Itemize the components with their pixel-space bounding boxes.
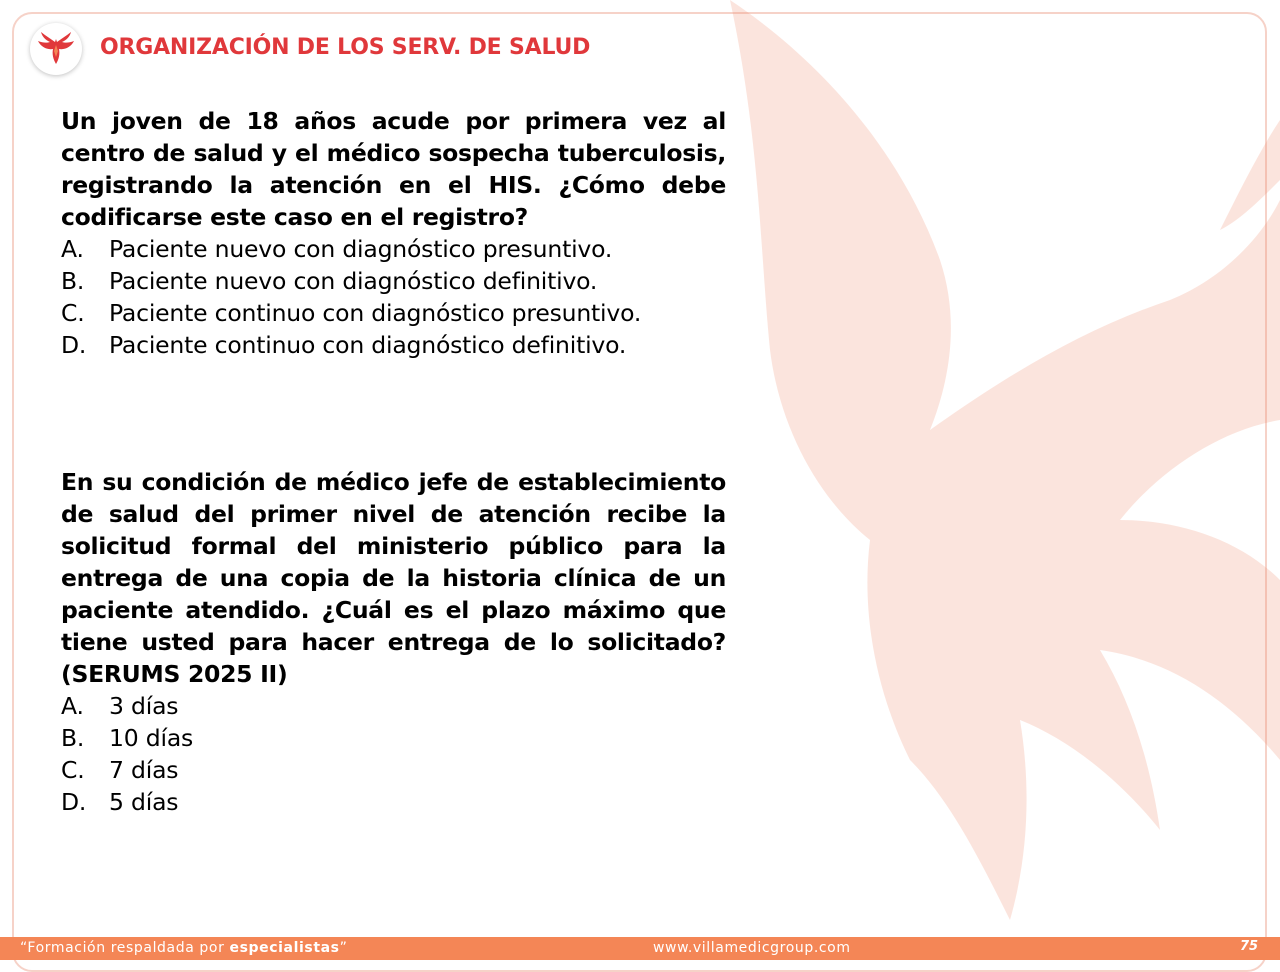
option-text: 5 días [109,788,179,816]
page-number: 75 [1240,939,1259,954]
option-text: Paciente nuevo con diagnóstico presuntivo. [109,235,613,263]
slogan-prefix: “Formación respaldada por [20,940,230,956]
option-text: 3 días [109,692,179,720]
option-letter: D. [61,788,87,816]
option-letter: A. [61,235,84,263]
option-text: 10 días [109,724,194,752]
slogan-emphasis: especialistas [229,940,340,956]
option-b [61,722,726,754]
option-c [61,754,726,786]
option-d [61,786,726,818]
option-b [61,265,726,297]
section-title: ORGANIZACIÓN DE LOS SERV. DE SALUD [100,35,591,60]
question-1 [61,105,726,361]
option-text: Paciente nuevo con diagnóstico definitivo. [109,267,598,295]
option-a [61,233,726,265]
option-letter: C. [61,756,85,784]
phoenix-watermark-icon [700,0,1280,935]
answer-options [61,233,726,361]
option-d [61,329,726,361]
question-stem: Un joven de 18 años acude por primera vez al centro de salud y el médico sospecha tuberculosis, registrando la atención en el HIS. ¿Cómo debe codificarse este caso en el registro? [61,107,726,231]
option-letter: A. [61,692,84,720]
question-2 [61,466,726,818]
phoenix-logo-icon [30,23,82,75]
option-letter: C. [61,299,85,327]
option-letter: B. [61,267,85,295]
option-text: 7 días [109,756,179,784]
slide-header [24,20,784,80]
option-letter: B. [61,724,85,752]
option-c [61,297,726,329]
footer-website-link[interactable]: www.villamedicgroup.com [653,940,851,956]
slogan-suffix: ” [339,940,348,956]
question-stem: En su condición de médico jefe de establecimiento de salud del primer nivel de atención recibe la solicitud formal del ministerio público para la entrega de una copia de la historia clínica de un paciente atendido. ¿Cuál es el plazo máximo que tiene usted para hacer entrega de lo solicitado? (SERUMS 2025 II) [61,468,726,688]
answer-options [61,690,726,818]
footer-bar [0,937,1280,960]
option-text: Paciente continuo con diagnóstico presuntivo. [109,299,642,327]
option-letter: D. [61,331,87,359]
option-text: Paciente continuo con diagnóstico definitivo. [109,331,627,359]
option-a [61,690,726,722]
footer-slogan [20,940,347,956]
